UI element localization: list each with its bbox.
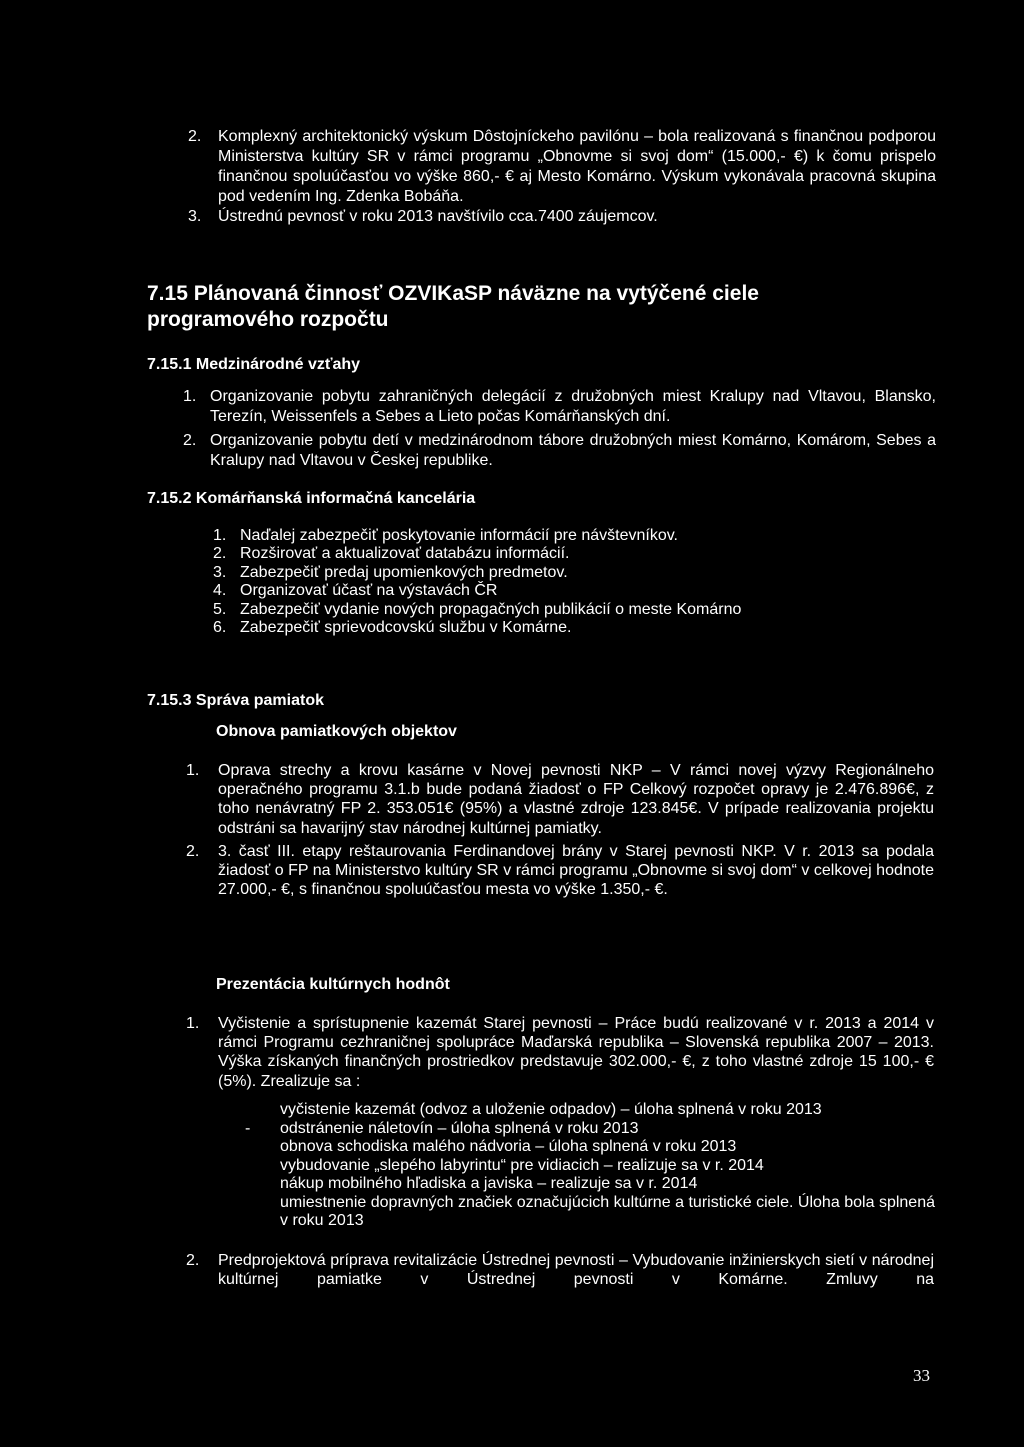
list-number: 1. [186,762,200,779]
section-heading-line2: programového rozpočtu [147,308,389,331]
list-item [186,1251,934,1289]
list-number: 6. [213,619,227,637]
list-text: Zabezpečiť predaj upomienkových predmetov. [240,563,568,581]
list-item [186,1014,934,1091]
presentation-list-continued [186,1251,934,1289]
list-text: Naďalej zabezpečiť poskytovanie informácií pre návštevníkov. [240,527,678,544]
list-number: 3. [213,563,227,581]
list-number: 2. [188,128,202,145]
presentation-sublist [245,1101,935,1231]
list-number: 2. [186,1252,200,1269]
sublist-item [245,1175,935,1194]
list-text: Zabezpečiť sprievodcovskú službu v Komárne. [240,619,572,637]
list-item [213,601,933,619]
monument-renovation-list [186,761,934,899]
info-office-list [213,527,933,637]
list-text: Organizovanie pobytu zahraničných delegácií z družobných miest Kralupy nad Vltavou, Blansko, Terezín, Weissenfels a Sebes a Lieto počas Komárňanských dní. [210,388,936,425]
list-text: Komplexný architektonický výskum Dôstojníckeho pavilónu – bola realizovaná s finančnou podporou Ministerstva kultúry SR v rámci programu „Obnovme si svoj dom“ (15.000,- €) k čomu prispelo finančnou spoluúčasťou vo výške 860,- € aj Mesto Komárno. Výskum vykonávala pracovná skupina pod vedením Ing. Zdenka Bobáňa. [218,128,936,205]
sublist-text: nákup mobilného hľadiska a javiska – realizuje sa v r. 2014 [280,1175,698,1192]
list-item [188,127,936,207]
subsection-subheading: Obnova pamiatkových objektov [216,723,457,740]
sublist-item [245,1194,935,1231]
subsection-heading-presentation: Prezentácia kultúrnych hodnôt [216,976,450,993]
sublist-text: umiestnenie dopravných značiek označujúcich kultúrne a turistické ciele. Úloha bola splnená v roku 2013 [280,1193,935,1229]
list-item [213,582,933,600]
list-number: 2. [186,842,200,860]
sublist-text: obnova schodiska malého nádvoria – úloha splnená v roku 2013 [280,1138,737,1155]
list-item [186,842,934,900]
list-number: 1. [213,527,227,544]
international-relations-list [183,387,936,471]
sublist-text: vybudovanie „slepého labyrintu“ pre vidiacich – realizuje sa v r. 2014 [280,1156,764,1174]
section-heading-line1: 7.15 Plánovaná činnosť OZVIKaSP náväzne na vytýčené ciele [147,282,759,305]
list-number: 3. [188,208,202,225]
list-item [213,564,933,582]
sublist-item [245,1120,935,1139]
sublist-item [245,1138,935,1157]
list-text: Organizovať účasť na výstavách ČR [240,582,498,600]
list-number: 1. [183,388,197,405]
sublist-text: vyčistenie kazemát (odvoz a uloženie odpadov) – úloha splnená v roku 2013 [280,1101,822,1118]
list-text: Ústrednú pevnosť v roku 2013 navštívilo cca.7400 záujemcov. [218,208,658,225]
page-number: 33 [913,1366,930,1385]
list-item [213,545,933,563]
list-number: 1. [186,1015,200,1032]
list-item [213,619,933,637]
subsection-heading-7-15-3: 7.15.3 Správa pamiatok [147,692,324,709]
list-item [183,431,936,471]
list-text: Organizovanie pobytu detí v medzinárodnom tábore družobných miest Komárno, Komárom, Sebes a Kralupy nad Vltavou v Českej republike. [210,432,936,469]
list-number: 4. [213,582,227,600]
dash-marker: - [245,1119,251,1137]
list-text: Predprojektová príprava revitalizácie Ústrednej pevnosti – Vybudovanie inžinierskych sietí v národnej kultúrnej pamiatke v Ústrednej pevnosti v Komárne. Zmluvy na [218,1252,934,1289]
subsection-heading-7-15-1: 7.15.1 Medzinárodné vzťahy [147,356,361,373]
list-text: Vyčistenie a sprístupnenie kazemát Starej pevnosti – Práce budú realizované v r. 2013 a 2014 v rámci Programu cezhraničnej spolupráce Maďarská republika – Slovenská republika 2007 – 2013. Výška získaných finančných prostriedkov predstavuje 302.000,- €, z toho vlastné zdroje 15 100,- € (5%). Zrealizuje sa : [218,1015,934,1090]
list-item [186,761,934,838]
list-item [188,207,936,227]
list-text: Rozširovať a aktualizovať databázu informácií. [240,545,570,563]
sublist-item [245,1157,935,1176]
list-text: Oprava strechy a krovu kasárne v Novej pevnosti NKP – V rámci novej výzvy Regionálneho operačného programu 3.1.b bude podaná žiadosť o FP Celkový rozpočet opravy je 2.476.896€, z toho nenávratný FP 2. 353.051€ (95%) a vlastné zdroje 123.845€. V prípade realizovania projektu odstráni sa havarijný stav národnej kultúrnej pamiatky. [218,762,934,837]
sublist-item [245,1101,935,1120]
list-text: 3. časť III. etapy reštaurovania Ferdinandovej brány v Starej pevnosti NKP. V r. 2013 sa podala žiadosť o FP na Ministerstvo kultúry SR v rámci programu „Obnovme si svoj dom“ v celkovej hodnote 27.000,- €, s finančnou spoluúčasťou mesta vo výške 1.350,- €. [218,842,934,899]
list-item [213,527,933,545]
list-text: Zabezpečiť vydanie nových propagačných publikácií o meste Komárno [240,600,742,618]
sublist-text: odstránenie náletovín – úloha splnená v roku 2013 [280,1119,639,1137]
list-number: 2. [183,432,197,449]
subsection-heading-7-15-2: 7.15.2 Komárňanská informačná kancelária [147,490,476,507]
list-number: 5. [213,600,227,618]
intro-list [188,127,936,227]
list-item [183,387,936,427]
list-number: 2. [213,545,227,563]
presentation-list [186,1014,934,1091]
